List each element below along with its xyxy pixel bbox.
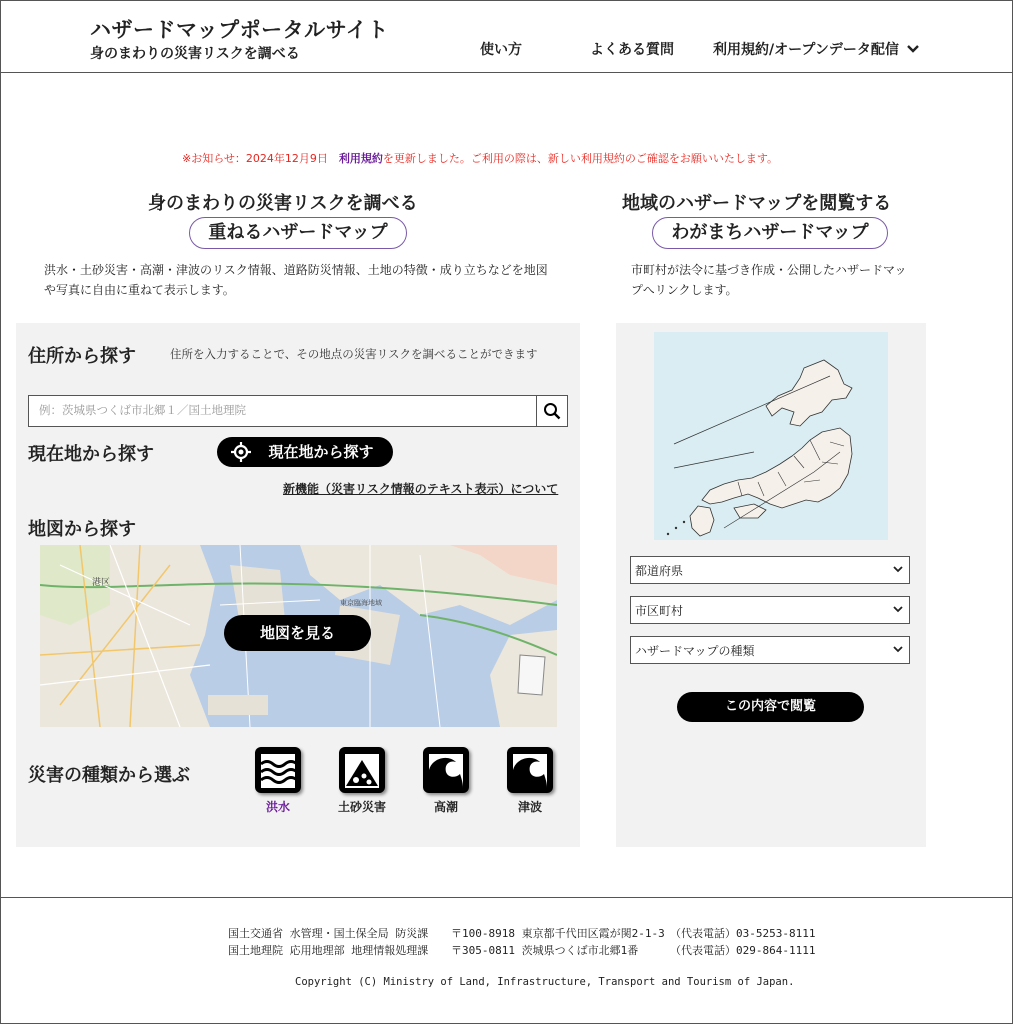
footer-tel-2: （代表電話）029-864-1111 <box>670 944 816 957</box>
japan-map-graphic <box>654 332 888 540</box>
location-target-icon <box>231 442 251 462</box>
current-location-button[interactable] <box>217 437 393 467</box>
new-feature-link[interactable]: 新機能（災害リスク情報のテキスト表示）について <box>283 482 559 496</box>
site-title[interactable]: ハザードマップポータルサイト <box>90 18 389 42</box>
notice-banner <box>0 150 960 166</box>
local-hazard-map-link[interactable]: わがまちハザードマップ <box>652 217 888 249</box>
address-search-input[interactable] <box>29 396 529 424</box>
address-search-box <box>28 395 568 427</box>
tsunami-label[interactable]: 津波 <box>517 800 542 814</box>
right-section-heading: 地域のハザードマップを閲覧する <box>622 193 892 214</box>
overlay-hazard-map-link[interactable]: 重ねるハザードマップ <box>189 217 407 249</box>
notice-prefix: ※お知らせ：2024年12月9日 <box>181 152 339 165</box>
nav-terms-label: 利用規約/オープンデータ配信 <box>713 42 899 58</box>
search-icon <box>543 402 561 420</box>
left-section-heading: 身のまわりの災害リスクを調べる <box>148 193 418 214</box>
nav-terms[interactable] <box>713 39 919 59</box>
chevron-down-icon <box>893 606 903 614</box>
current-location-title: 現在地から探す <box>28 444 154 465</box>
view-hazard-map-button[interactable]: この内容で閲覧 <box>677 692 864 722</box>
flood-icon[interactable] <box>255 747 301 793</box>
map-label-minato: 港区 <box>92 578 111 588</box>
copyright: Copyright (C) Ministry of Land, Infrastructure, Transport and Tourism of Japan. <box>295 976 795 988</box>
address-search-hint: 住所を入力することで、その地点の災害リスクを調べることができます <box>170 347 538 361</box>
footer-address-1: 〒100-8918 東京都千代田区霞が関2-1-3 <box>451 927 665 940</box>
prefecture-select[interactable] <box>630 556 910 584</box>
footer-address-2: 〒305-0811 茨城県つくば市北郷1番 <box>451 944 639 957</box>
chevron-down-icon <box>893 646 903 654</box>
footer-tel-1: （代表電話）03-5253-8111 <box>670 927 816 940</box>
storm-surge-icon[interactable] <box>423 747 469 793</box>
hazard-type-select-value: ハザードマップの種類 <box>635 644 755 658</box>
nav-faq[interactable]: よくある質問 <box>590 42 674 58</box>
search-button[interactable] <box>536 396 567 426</box>
hazard-type-select[interactable] <box>630 636 910 664</box>
map-thumbnail[interactable] <box>40 545 557 727</box>
tsunami-icon[interactable] <box>507 747 553 793</box>
left-section-description: 洪水・土砂災害・高潮・津波のリスク情報、道路防災情報、土地の特徴・成り立ちなどを地図や写真に自由に重ねて表示します。 <box>44 263 548 297</box>
landslide-label[interactable]: 土砂災害 <box>337 800 386 814</box>
nav-usage[interactable]: 使い方 <box>480 42 522 58</box>
chevron-down-icon <box>907 44 919 54</box>
storm-surge-label[interactable]: 高潮 <box>433 800 458 814</box>
flood-label[interactable]: 洪水 <box>265 800 290 814</box>
city-select-value: 市区町村 <box>635 604 684 618</box>
footer-org-1: 国土交通省 水管理・国土保全局 防災課 <box>228 927 429 940</box>
landslide-icon[interactable] <box>339 747 385 793</box>
japan-map[interactable] <box>654 332 888 540</box>
header-divider <box>0 72 1013 73</box>
disaster-type-title: 災害の種類から選ぶ <box>28 765 190 786</box>
footer-divider <box>0 897 1013 898</box>
terms-link[interactable]: 利用規約 <box>338 152 383 165</box>
prefecture-select-value: 都道府県 <box>635 564 684 578</box>
notice-suffix: を更新しました。ご利用の際は、新しい利用規約のご確認をお願いいたします。 <box>382 152 778 165</box>
right-section-description: 市町村が法令に基づき作成・公開したハザードマップへリンクします。 <box>631 263 907 297</box>
city-select[interactable] <box>630 596 910 624</box>
view-map-button[interactable]: 地図を見る <box>224 615 371 651</box>
chevron-down-icon <box>893 566 903 574</box>
address-search-title: 住所から探す <box>28 346 136 367</box>
map-search-title: 地図から探す <box>28 519 136 540</box>
map-label-rinkai: 東京臨海地域 <box>340 599 382 607</box>
footer-org-2: 国土地理院 応用地理部 地理情報処理課 <box>228 944 429 957</box>
current-location-button-label: 現在地から探す <box>268 443 374 461</box>
site-subtitle: 身のまわりの災害リスクを調べる <box>90 46 300 62</box>
